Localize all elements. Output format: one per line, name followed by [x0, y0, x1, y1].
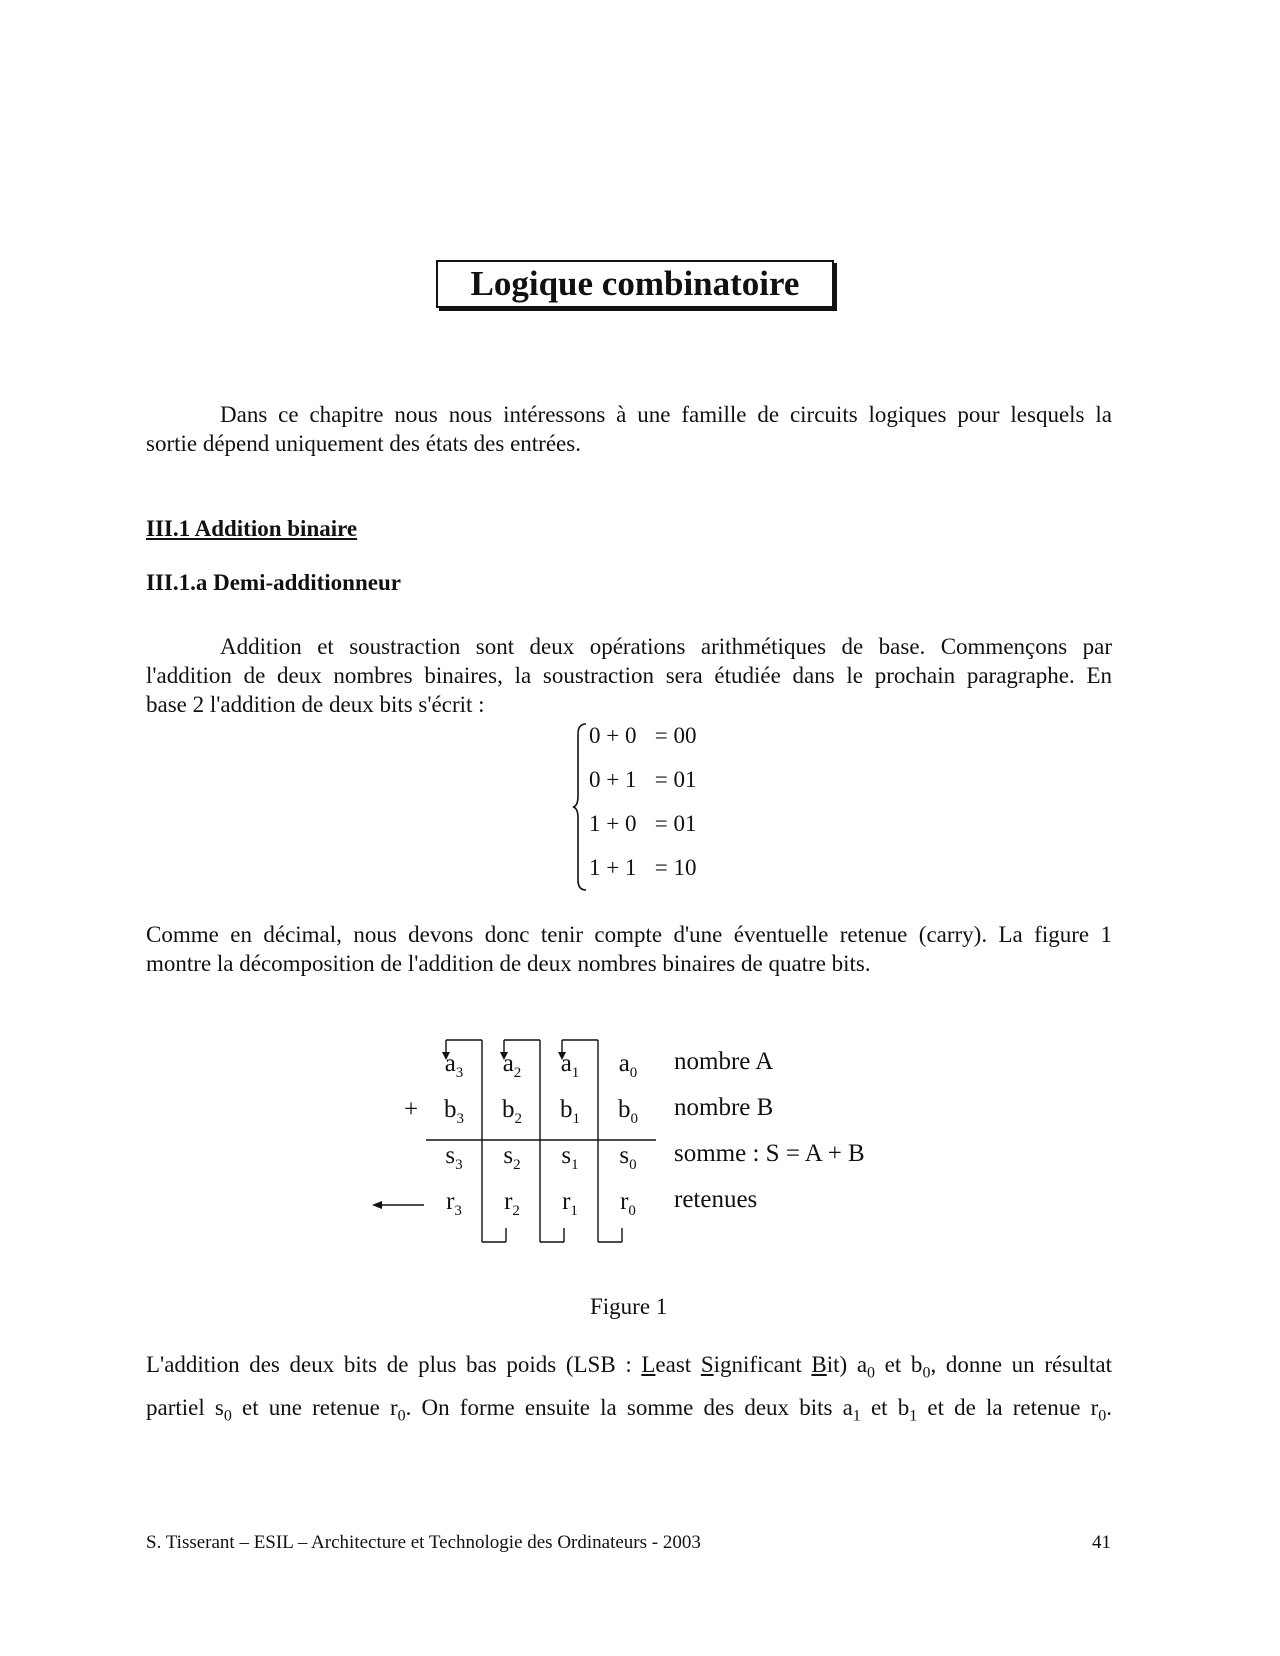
equation-row: 0 + 1 = 01: [589, 767, 697, 792]
para2-line-1: Comme en décimal, nous devons donc tenir compte d'une éventuelle retenue (carry). La figure 1: [146, 922, 1112, 947]
carry-paragraph: [146, 920, 1112, 978]
para1-line-3: base 2 l'addition de deux bits s'écrit :: [146, 692, 485, 717]
addition-figure: [370, 1030, 930, 1260]
equation-row: 1 + 1 = 10: [589, 855, 697, 880]
cell-r1: $r_1$: [562, 1188, 578, 1219]
para1-line-1: Addition et soustraction sont deux opérations arithmétiques de base. Commençons par: [220, 634, 1112, 659]
label-nombre-b: nombre B: [674, 1094, 774, 1121]
intro-line-2: sortie dépend uniquement des états des entrées.: [146, 431, 581, 456]
equation-row: 0 + 0 = 00: [589, 723, 697, 748]
addition-paragraph: [146, 632, 1112, 719]
cell-s3: $s_3$: [445, 1142, 463, 1173]
figure-caption: Figure 1: [590, 1294, 668, 1319]
equation-row: 1 + 0 = 01: [589, 811, 697, 836]
cell-r3: $r_3$: [446, 1188, 462, 1219]
cell-r0: $r_0$: [620, 1188, 636, 1219]
para3-line-2: partiel $s_0$ et une retenue $r_0$. On forme ensuite la somme des deux bits $a_1$ et $b_1$ et de la retenue $r_0$.: [146, 1394, 1112, 1425]
cell-b3: $b_3$: [444, 1096, 464, 1127]
chapter-title: Logique combinatoire: [436, 260, 834, 308]
cell-s0: $s_0$: [619, 1142, 637, 1173]
equation-system: [589, 714, 696, 890]
para2-line-2: montre la décomposition de l'addition de deux nombres binaires de quatre bits.: [146, 951, 871, 976]
para3-line-1: L'addition des deux bits de plus bas poids (LSB : Least Significant Bit) $a_0$ et $b_0$, donne un résultat: [146, 1352, 1113, 1382]
cell-b0: $b_0$: [618, 1096, 638, 1127]
footer-text: S. Tisserant – ESIL – Architecture et Technologie des Ordinateurs - 2003: [146, 1532, 701, 1553]
plus-sign: +: [404, 1096, 419, 1123]
section-heading: III.1 Addition binaire: [146, 516, 358, 541]
cell-a3: $a_3$: [444, 1050, 464, 1081]
label-retenues: retenues: [674, 1186, 758, 1213]
subsection-heading: III.1.a Demi-additionneur: [146, 570, 401, 595]
cell-a1: $a_1$: [560, 1050, 580, 1081]
para1-line-2: l'addition de deux nombres binaires, la soustraction sera étudiée dans le prochain paragraphe. En: [146, 663, 1112, 688]
cell-r2: $r_2$: [504, 1188, 520, 1219]
lsb-paragraph: [146, 1348, 1112, 1433]
page-number: 41: [1092, 1532, 1111, 1553]
cell-b1: $b_1$: [560, 1096, 580, 1127]
cell-a0: $a_0$: [618, 1050, 638, 1081]
intro-paragraph: [146, 400, 1112, 458]
cell-s1: $s_1$: [561, 1142, 579, 1173]
label-somme: somme : S = A + B: [674, 1140, 865, 1167]
cell-b2: $b_2$: [502, 1096, 522, 1127]
label-nombre-a: nombre A: [674, 1048, 774, 1075]
cell-s2: $s_2$: [503, 1142, 521, 1173]
intro-line-1: Dans ce chapitre nous nous intéressons à une famille de circuits logiques pour lesquels la: [220, 402, 1112, 427]
cell-a2: $a_2$: [502, 1050, 522, 1081]
